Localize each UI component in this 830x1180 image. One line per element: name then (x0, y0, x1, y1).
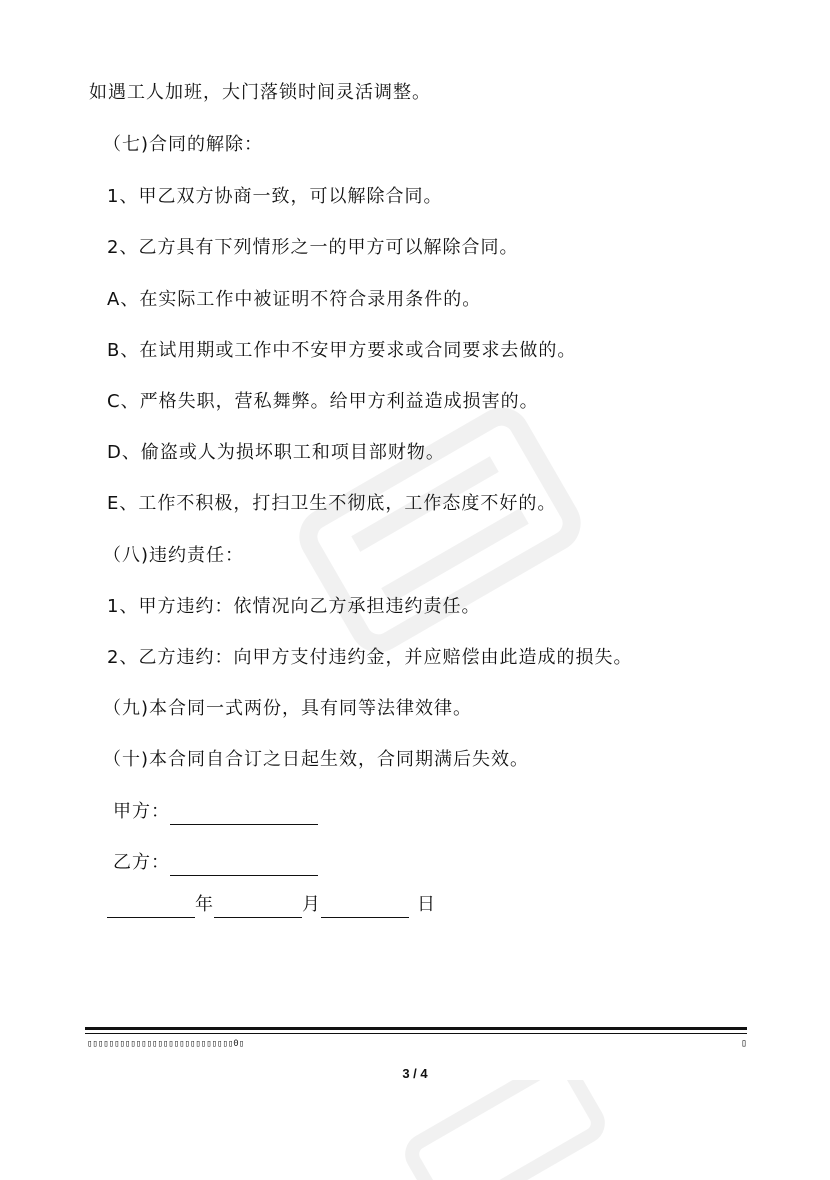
paragraph-line: E、工作不积极，打扫卫生不彻底，工作态度不好的。 (107, 493, 557, 514)
party-b-signature (113, 850, 318, 876)
paragraph-line: D、偷盗或人为损坏职工和项目部财物。 (107, 442, 445, 463)
month-blank (214, 897, 302, 918)
date-line (107, 892, 436, 918)
section-heading: （十)本合同自合订之日起生效，合同期满后失效。 (103, 749, 530, 770)
party-b-signature-blank (170, 855, 318, 876)
month-label: 月 (302, 894, 321, 915)
party-b-label: 乙方： (113, 852, 170, 873)
party-a-signature-blank (170, 804, 318, 825)
day-label: 日 (417, 894, 436, 915)
year-blank (107, 897, 195, 918)
year-label: 年 (195, 894, 214, 915)
paragraph-line: 2、乙方具有下列情形之一的甲方可以解除合同。 (107, 237, 519, 258)
footer-divider-thick (85, 1027, 747, 1030)
watermark-logo (280, 400, 600, 660)
paragraph-line: B、在试用期或工作中不安甲方要求或合同要求去做的。 (107, 340, 577, 361)
page-number: 3 / 4 (402, 1066, 428, 1081)
paragraph-line: 如遇工人加班，大门落锁时间灵活调整。 (89, 82, 431, 103)
paragraph-line: 1、甲方违约：依情况向乙方承担违约责任。 (107, 596, 481, 617)
party-a-signature (113, 799, 318, 825)
day-blank (321, 897, 409, 918)
paragraph-line: C、严格失职，营私舞弊。给甲方利益造成损害的。 (107, 391, 539, 412)
paragraph-line: 1、甲乙双方协商一致，可以解除合同。 (107, 186, 443, 207)
section-heading: （七)合同的解除： (103, 134, 264, 155)
party-a-label: 甲方： (113, 801, 170, 822)
footer-left-text: ▯▯▯▯▯▯▯▯▯▯▯▯▯▯▯▯▯▯▯▯▯▯▯▯▯▯▯0▯ (87, 1039, 245, 1049)
section-heading: （九)本合同一式两份，具有同等法律效律。 (103, 698, 473, 719)
footer-divider-thin (85, 1033, 747, 1034)
paragraph-line: A、在实际工作中被证明不符合录用条件的。 (107, 289, 482, 310)
footer-right-text: ▯ (741, 1038, 748, 1049)
paragraph-line: 2、乙方违约：向甲方支付违约金，并应赔偿由此造成的损失。 (107, 647, 633, 668)
watermark-logo-bottom (380, 1080, 620, 1180)
section-heading: （八)违约责任： (103, 545, 245, 566)
